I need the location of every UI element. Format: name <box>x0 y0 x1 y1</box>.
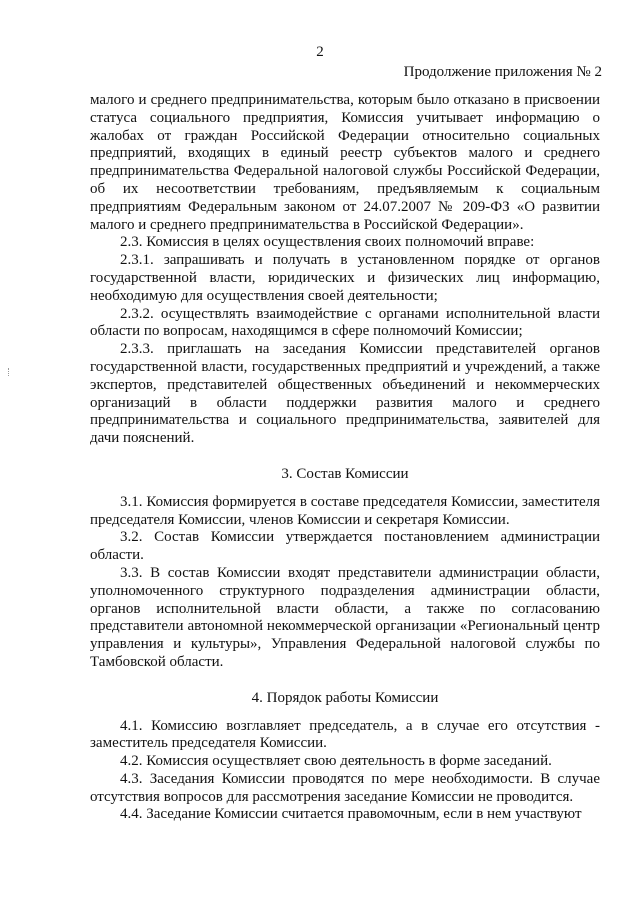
paragraph-4-2: 4.2. Комиссия осуществляет свою деятельность в форме заседаний. <box>120 753 552 770</box>
paragraph-2-3-3: 2.3.3. приглашать на заседания Комиссии представителей органов государственной власти, государственных предприятий и учреждений, а также экспертов, представителей общественных объединений и некоммерческих организаций в области поддержки развития малого и среднего предпринимательства и социального предпринимательства, заявителей для дачи пояснений. <box>90 341 600 447</box>
continuation-paragraph: малого и среднего предпринимательства, которым было отказано в присвоении статуса социального предприятия, Комиссия учитывает информацию о жалобах от граждан Российской Федерации относительно социальных предприятий, входящих в единый реестр субъектов малого и среднего предпринимательства Федеральной налоговой службы Российской Федерации, об их несоответствии требованиям, предъявляемым к социальным предприятиям Федеральным законом от 24.07.2007 № 209-ФЗ «О развитии малого и среднего предпринимательства в Российской Федерации». <box>90 92 600 233</box>
document-body <box>90 92 600 824</box>
paragraph-3-3: 3.3. В состав Комиссии входят представители администрации области, уполномоченного структурного подразделения администрации области, органов исполнительной власти области, а также по согласованию представители автономной некоммерческой организации «Региональный центр управления и культуры», Управления Федеральной налоговой службы по Тамбовской области. <box>90 564 600 670</box>
paragraph-4-3: 4.3. Заседания Комиссии проводятся по мере необходимости. В случае отсутствия вопросов для рассмотрения заседание Комиссии не проводится. <box>90 770 600 805</box>
paragraph-3-1: 3.1. Комиссия формируется в составе председателя Комиссии, заместителя председателя Комиссии, членов Комиссии и секретаря Комиссии. <box>90 493 600 528</box>
paragraph-3-2: 3.2. Состав Комиссии утверждается постановлением администрации области. <box>90 529 600 564</box>
paragraph-2-3: 2.3. Комиссия в целях осуществления своих полномочий вправе: <box>120 234 535 251</box>
page-number: 2 <box>316 44 324 60</box>
paragraph-4-4: 4.4. Заседание Комиссии считается правомочным, если в нем участвуют <box>120 806 582 823</box>
scan-artifact <box>8 368 12 376</box>
appendix-label: Продолжение приложения № 2 <box>403 64 602 80</box>
section-3-heading: 3. Состав Комиссии <box>281 465 409 482</box>
paragraph-2-3-1: 2.3.1. запрашивать и получать в установленном порядке от органов государственной власти, юридических и физических лиц информацию, необходимую для осуществления своей деятельности; <box>90 252 600 304</box>
paragraph-4-1: 4.1. Комиссию возглавляет председатель, а в случае его отсутствия - заместитель председателя Комиссии. <box>90 717 600 752</box>
paragraph-2-3-2: 2.3.2. осуществлять взаимодействие с органами исполнительной власти области по вопросам, находящимся в сфере полномочий Комиссии; <box>90 305 600 340</box>
section-4-heading: 4. Порядок работы Комиссии <box>251 689 439 706</box>
